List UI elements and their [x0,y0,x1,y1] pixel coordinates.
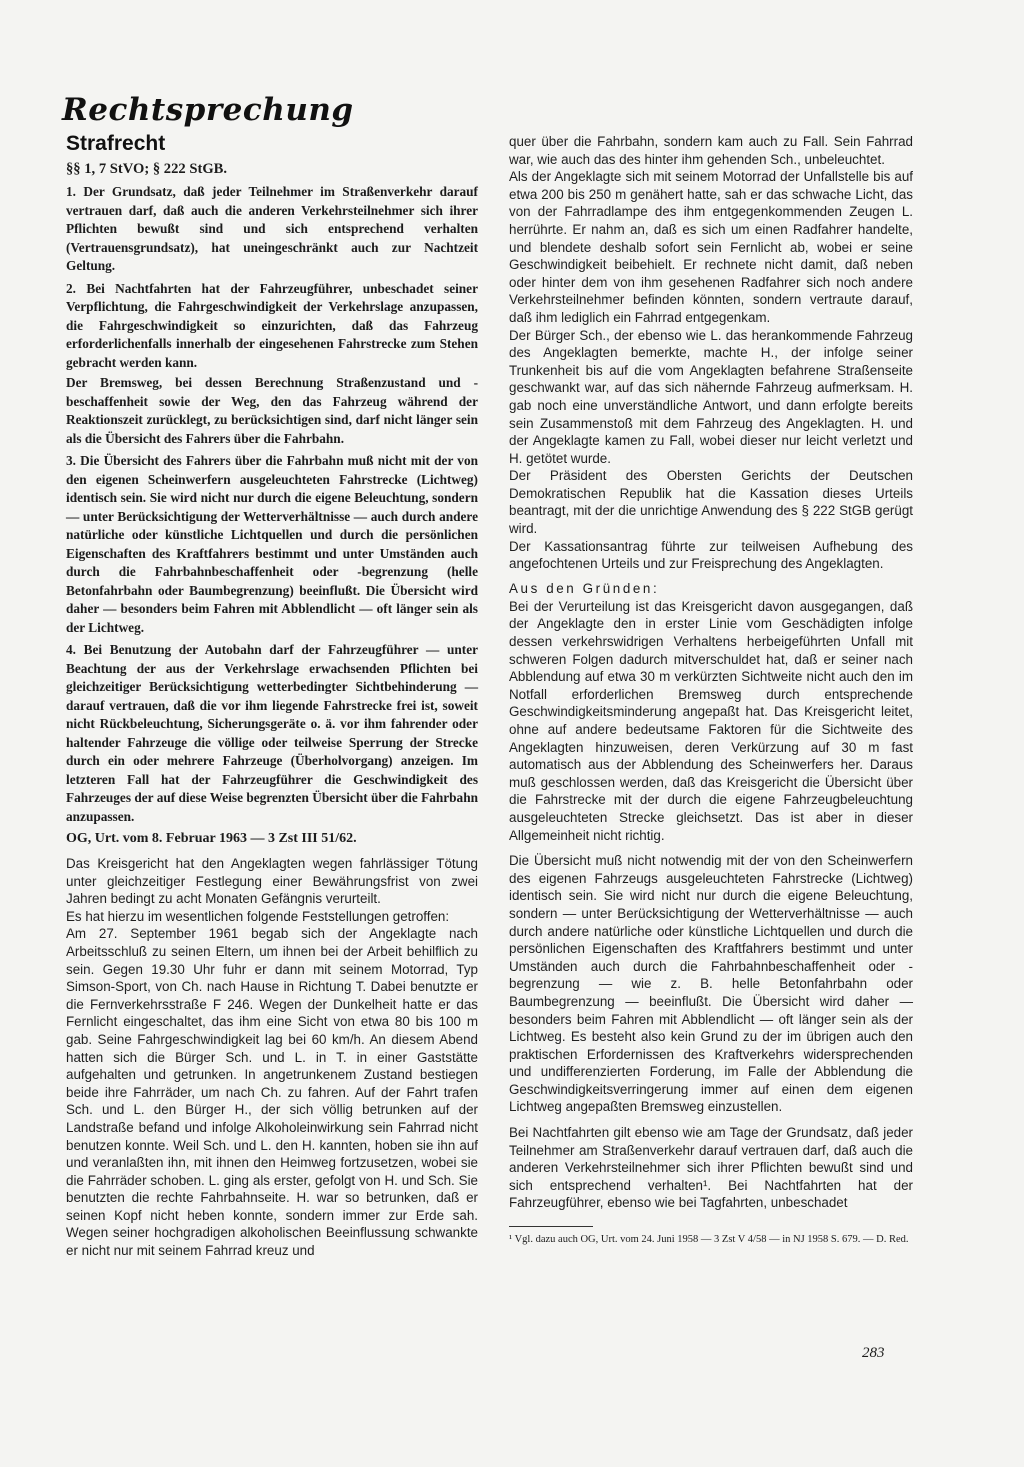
body-paragraph: Bei Nachtfahrten gilt ebenso wie am Tage der Grundsatz, daß jeder Teilnehmer am Straßenverkehr darauf vertrauen darf, daß auch die anderen Verkehrsteilnehmer sich ihrer Pflichten bewußt sind und sich entsprechend verhalten¹. Bei Nachtfahrten hat der Fahrzeugführer, ebenso wie bei Tagfahrten, unbeschadet [509,1125,913,1211]
legal-norms: §§ 1, 7 StVO; § 222 StGB. [66,161,228,177]
headnote: 1. Der Grundsatz, daß jeder Teilnehmer im Straßenverkehr darauf vertrauen darf, daß auch die anderen Verkehrsteilnehmer sich ihrer Pflichten bewußt sind und sich entsprechend verhalten (Vertrauensgrundsatz), hat uneingeschränkt auch zur Nachtzeit Geltung. [66,184,478,273]
headnote: 3. Die Übersicht des Fahrers über die Fahrbahn muß nicht mit der von den eigenen Scheinwerfern ausgeleuchteten Fahrstrecke (Lichtweg) identisch sein. Sie wird nicht nur durch die eigene Beleuchtung, sondern — unter Berücksichtigung der Wetterverhältnisse — auch durch andere natürliche oder künstliche Lichtquellen und durch die persönlichen Eigenschaften des Kraftfahrers bestimmt und unter Umständen auch durch die Fahrbahnbeschaffenheit oder -begrenzung (helle Betonfahrbahn oder Baumbegrenzung) beeinflußt. Die Übersicht wird daher — besonders beim Fahren mit Abblendlicht — oft länger sein als der Lichtweg. [66,453,478,635]
body-paragraph: Bei der Verurteilung ist das Kreisgericht davon ausgegangen, daß der Angeklagte den in erster Linie vom Geschädigten infolge dessen verkehrswidrigen Verhaltens herbeigeführten Unfall mit schweren Folgen dadurch mitverschuldet hat, daß er seiner nach Abblendung auf etwa 30 m verkürzten Sichtweite nicht auch den im Notfall erforderlichen Bremsweg durch entsprechende Geschwindigkeitsminderung angepaßt hat. Das Kreisgericht leitet, ohne auf andere bedeutsame Faktoren für die Sichtweite des Angeklagten hinzuweisen, deren Verkürzung auf 30 m fast automatisch aus der Abblendung des Scheinwerfers her. Daraus muß geschlossen werden, daß das Kreisgericht die Übersicht über die Fahrstrecke mit der durch die eigene Fahrzeugbeleuchtung ausgeleuchteten Strecke gleichsetzt. Das ist aber in dieser Allgemeinheit nicht richtig. [509,598,913,843]
masthead-title: Rechtsprechung [62,92,354,128]
body-paragraph: Das Kreisgericht hat den Angeklagten wegen fahrlässiger Tötung unter gleichzeitiger Festlegung einer Bewährungsfrist von zwei Jahren bedingt zu acht Monaten Gefängnis verurteilt. [66,856,478,907]
left-column [66,132,478,1260]
body-paragraph: Als der Angeklagte sich mit seinem Motorrad der Unfallstelle bis auf etwa 200 bis 250 m genähert hatte, sah er das schwache Licht, das von der Fahrradlampe des ihm entgegenkommenden Zeugen L. herrührte. Er nahm an, daß es sich um einen Radfahrer handelte, und blendete deshalb sofort sein Fernlicht ab, wobei er seine Geschwindigkeit beibehielt. Er rechnete nicht damit, daß neben oder hinter dem von ihm gesehenen Radfahrer sich noch andere Verkehrsteilnehmer befinden könnten, sondern vertraute darauf, daß ihm lediglich ein Fahrrad entgegenkam. [509,169,913,325]
headnote: 2. Bei Nachtfahrten hat der Fahrzeugführer, unbeschadet seiner Verpflichtung, die Fahrgeschwindigkeit der Verkehrslage anzupassen, die Fahrgeschwindigkeit so einzurichten, daß das Fahrzeug erforderlichenfalls innerhalb der eingesehenen Fahrstrecke zum Stehen gebracht werden kann. [66,280,478,370]
body-paragraph: quer über die Fahrbahn, sondern kam auch zu Fall. Sein Fahrrad war, wie auch das des hinter ihm gehenden Sch., unbeleuchtet. [509,134,913,167]
headnote: 4. Bei Benutzung der Autobahn darf der Fahrzeugführer — unter Beachtung der aus der Verkehrslage erwachsenden Pflichten bei gleichzeitiger Berücksichtigung wetterbedingter Sichtbehinderung — darauf vertrauen, daß die vor ihm liegende Fahrstrecke frei ist, soweit nicht Rückbeleuchtung, Sicherungsgeräte o. ä. vor ihm fahrender oder haltender Fahrzeuge die völlige oder teilweise Sperrung der Strecke durch ein oder mehrere Fahrzeuge (Überholvorgang) anzeigen. Im letzteren Fall hat der Fahrzeugführer die Geschwindigkeit des Fahrzeuges der auf diese Weise begrenzten Übersicht über die Fahrbahn anzupassen. [66,642,478,824]
body-paragraph: Es hat hierzu im wesentlichen folgende Feststellungen getroffen: [66,908,450,924]
body-paragraph: Der Bürger Sch., der ebenso wie L. das herankommende Fahrzeug des Angeklagten bemerkte, machte H., der infolge seiner Trunkenheit bis auf die vom Angeklagten befahrene Straßenseite geschwankt war, auf das sich nähernde Fahrzeug aufmerksam. H. gab noch eine unverständliche Antwort, und dann erfolgte bereits sein Zusammenstoß mit dem Fahrzeug des Angeklagten. H. und der Angeklagte kamen zu Fall, wobei dieser nur leicht verletzt und H. getötet wurde. [509,327,913,466]
footnote-divider [509,1226,593,1227]
right-column [509,133,913,1247]
body-paragraph: Die Übersicht muß nicht notwendig mit der von den Scheinwerfern des eigenen Fahrzeugs ausgeleuchteten Fahrstrecke (Lichtweg) identisch sein. Sie wird nicht nur durch die eigene Beleuchtung, sondern — unter Berücksichtigung der Wetterverhältnisse — auch durch andere natürliche oder künstliche Lichtquellen und durch die persönlichen Eigenschaften des Kraftfahrers bestimmt und unter Umständen auch durch die Fahrbahnbeschaffenheit oder -begrenzung — wie z. B. helle Betonfahrbahn oder Baumbegrenzung — beeinflußt. Die Übersicht wird daher — besonders beim Fahren mit Abblendlicht — oft länger sein als der Lichtweg. Es besteht also kein Grund zu der im übrigen auch den praktischen Erfordernissen des Kraftverkehrs widersprechenden und undifferenzierten Forderung, im Falle der Abblendung die Geschwindigkeitsverringerung immer auf einen dem eigenen Lichtweg angepaßten Bremsweg einzustellen. [509,853,913,1115]
body-paragraph: Der Präsident des Obersten Gerichts der Deutschen Demokratischen Republik hat die Kassation dieses Urteils beantragt, mit der die unrichtige Anwendung des § 222 StGB gerügt wird. [509,468,913,537]
footnote: ¹ Vgl. dazu auch OG, Urt. vom 24. Juni 1958 — 3 Zst V 4/58 — in NJ 1958 S. 679. — D. Red. [509,1234,909,1246]
body-paragraph: Am 27. September 1961 begab sich der Angeklagte nach Arbeitsschluß zu seinen Eltern, um ihnen bei der Arbeit behilflich zu sein. Gegen 19.30 Uhr fuhr er dann mit seinem Motorrad, Typ Simson-Sport, von Ch. nach Hause in Richtung T. Dabei benutzte er die Fernverkehrsstraße F 246. Wegen der Dunkelheit hatte er das Fernlicht eingeschaltet, das ihm eine Sicht von etwa 80 bis 100 m gab. Seine Fahrgeschwindigkeit lag bei 60 km/h. An diesem Abend hatten sich die Bürger Sch. und L. in T. in einer Gaststätte aufgehalten und getrunken. In angetrunkenem Zustand bestiegen beide ihre Fahrräder, um nach Ch. zu fahren. Auf der Fahrt trafen Sch. und L. den Bürger H., der sich völlig betrunken auf der Landstraße befand und infolge Alkoholeinwirkung sein Fahrrad nicht benutzen konnte. Weil Sch. und L. den H. kannten, hoben sie ihn auf und veranlaßten ihn, mit ihnen den Heimweg fortzusetzen, wobei sie die Fahrräder schoben. L. ging als erster, gefolgt von H. und Sch. Sie benutzten die rechte Fahrbahnseite. H. war so betrunken, daß er seinen Kopf nicht heben konnte, sondern immer zur Erde sah. Wegen seiner hochgradigen alkoholischen Beeinflussung schwankte er nicht nur mit seinem Fahrrad kreuz und [66,926,478,1259]
body-paragraph: Der Kassationsantrag führte zur teilweisen Aufhebung des angefochtenen Urteils und zur Freisprechung des Angeklagten. [509,538,913,572]
court-citation: OG, Urt. vom 8. Februar 1963 — 3 Zst III 51/62. [66,831,357,846]
page-number: 283 [862,1345,885,1361]
reasons-heading: Aus den Gründen: [509,580,660,596]
headnote: Der Bremsweg, bei dessen Berechnung Straßenzustand und -beschaffenheit sowie der Weg, den das Fahrzeug während der Reaktionszeit zurücklegt, zu berücksichtigen sind, darf nicht länger sein als die Übersicht des Fahrers über die Fahrbahn. [66,375,478,446]
section-title: Strafrecht [66,132,166,155]
